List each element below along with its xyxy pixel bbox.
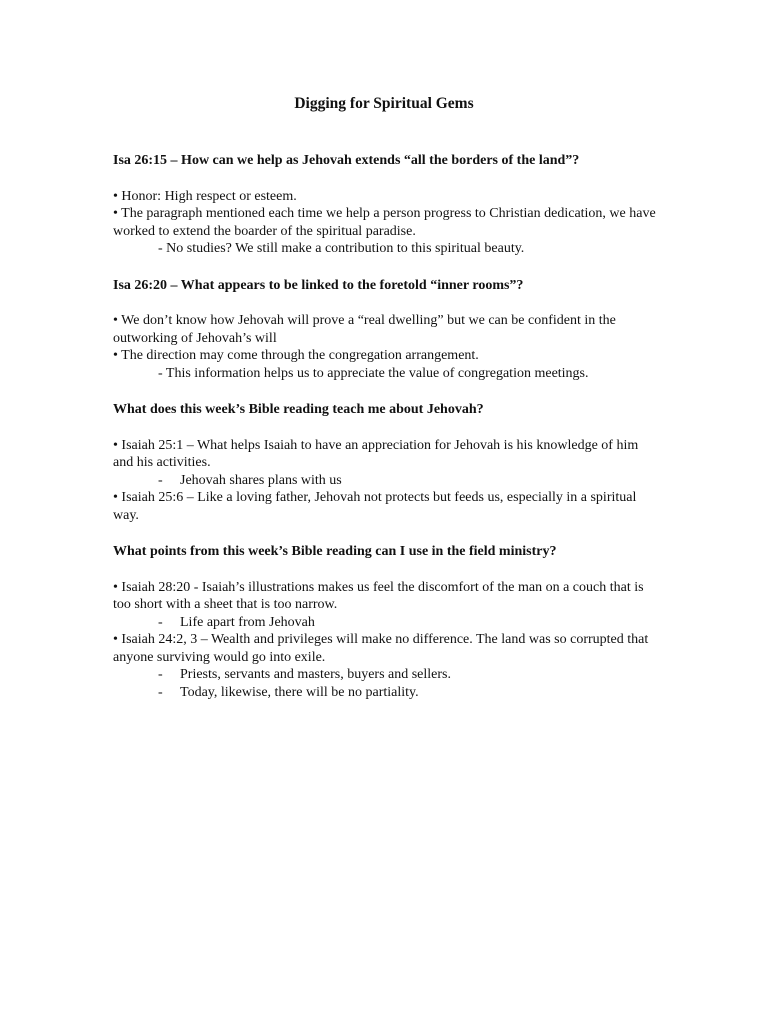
dash-item-text: Jehovah shares plans with us — [180, 472, 342, 488]
section-heading: What points from this week’s Bible reading can I use in the field ministry? — [113, 544, 557, 559]
dash-item-text: Today, likewise, there will be no partiality. — [180, 684, 419, 700]
sub-item: - No studies? We still make a contribution to this spiritual beauty. — [158, 241, 525, 256]
section-heading: Isa 26:20 – What appears to be linked to the foretold “inner rooms”? — [113, 277, 524, 293]
bullet-item: • Isaiah 25:6 – Like a loving father, Jehovah not protects but feeds us, especially in a spiritual way. — [113, 490, 637, 523]
dash-marker: - — [158, 472, 163, 488]
dash-item — [113, 472, 658, 490]
dash-marker: - — [158, 614, 163, 630]
bullet-item: • Honor: High respect or esteem. — [113, 188, 297, 204]
document-body — [113, 152, 658, 701]
dash-marker: - — [158, 684, 163, 700]
bullet-item: • Isaiah 25:1 – What helps Isaiah to have an appreciation for Jehovah is his knowledge of him and his activities. — [113, 437, 639, 470]
sub-item: - This information helps us to appreciate the value of congregation meetings. — [158, 365, 589, 381]
dash-item-text: Priests, servants and masters, buyers and sellers. — [180, 667, 451, 682]
bullet-item: • We don’t know how Jehovah will prove a “real dwelling” but we can be confident in the outworking of Jehovah’s will — [113, 313, 616, 346]
section-heading: Isa 26:15 – How can we help as Jehovah extends “all the borders of the land”? — [113, 153, 580, 168]
dash-item-text: Life apart from Jehovah — [180, 614, 315, 630]
section-heading: What does this week’s Bible reading teach me about Jehovah? — [113, 402, 484, 417]
bullet-item: • The direction may come through the congregation arrangement. — [113, 348, 479, 363]
bullet-item: • The paragraph mentioned each time we help a person progress to Christian dedication, we have worked to extend the boarder of the spiritual paradise. — [113, 206, 656, 239]
dash-item — [113, 666, 658, 684]
bullet-item: • Isaiah 24:2, 3 – Wealth and privileges will make no difference. The land was so corrupted that anyone surviving would go into exile. — [113, 632, 649, 665]
dash-item — [113, 614, 658, 632]
document-title: Digging for Spiritual Gems — [294, 95, 474, 112]
bullet-item: • Isaiah 28:20 - Isaiah’s illustrations makes us feel the discomfort of the man on a couch that is too short with a sheet that is too narrow. — [113, 579, 644, 612]
dash-marker: - — [158, 667, 163, 682]
dash-item — [113, 684, 658, 702]
